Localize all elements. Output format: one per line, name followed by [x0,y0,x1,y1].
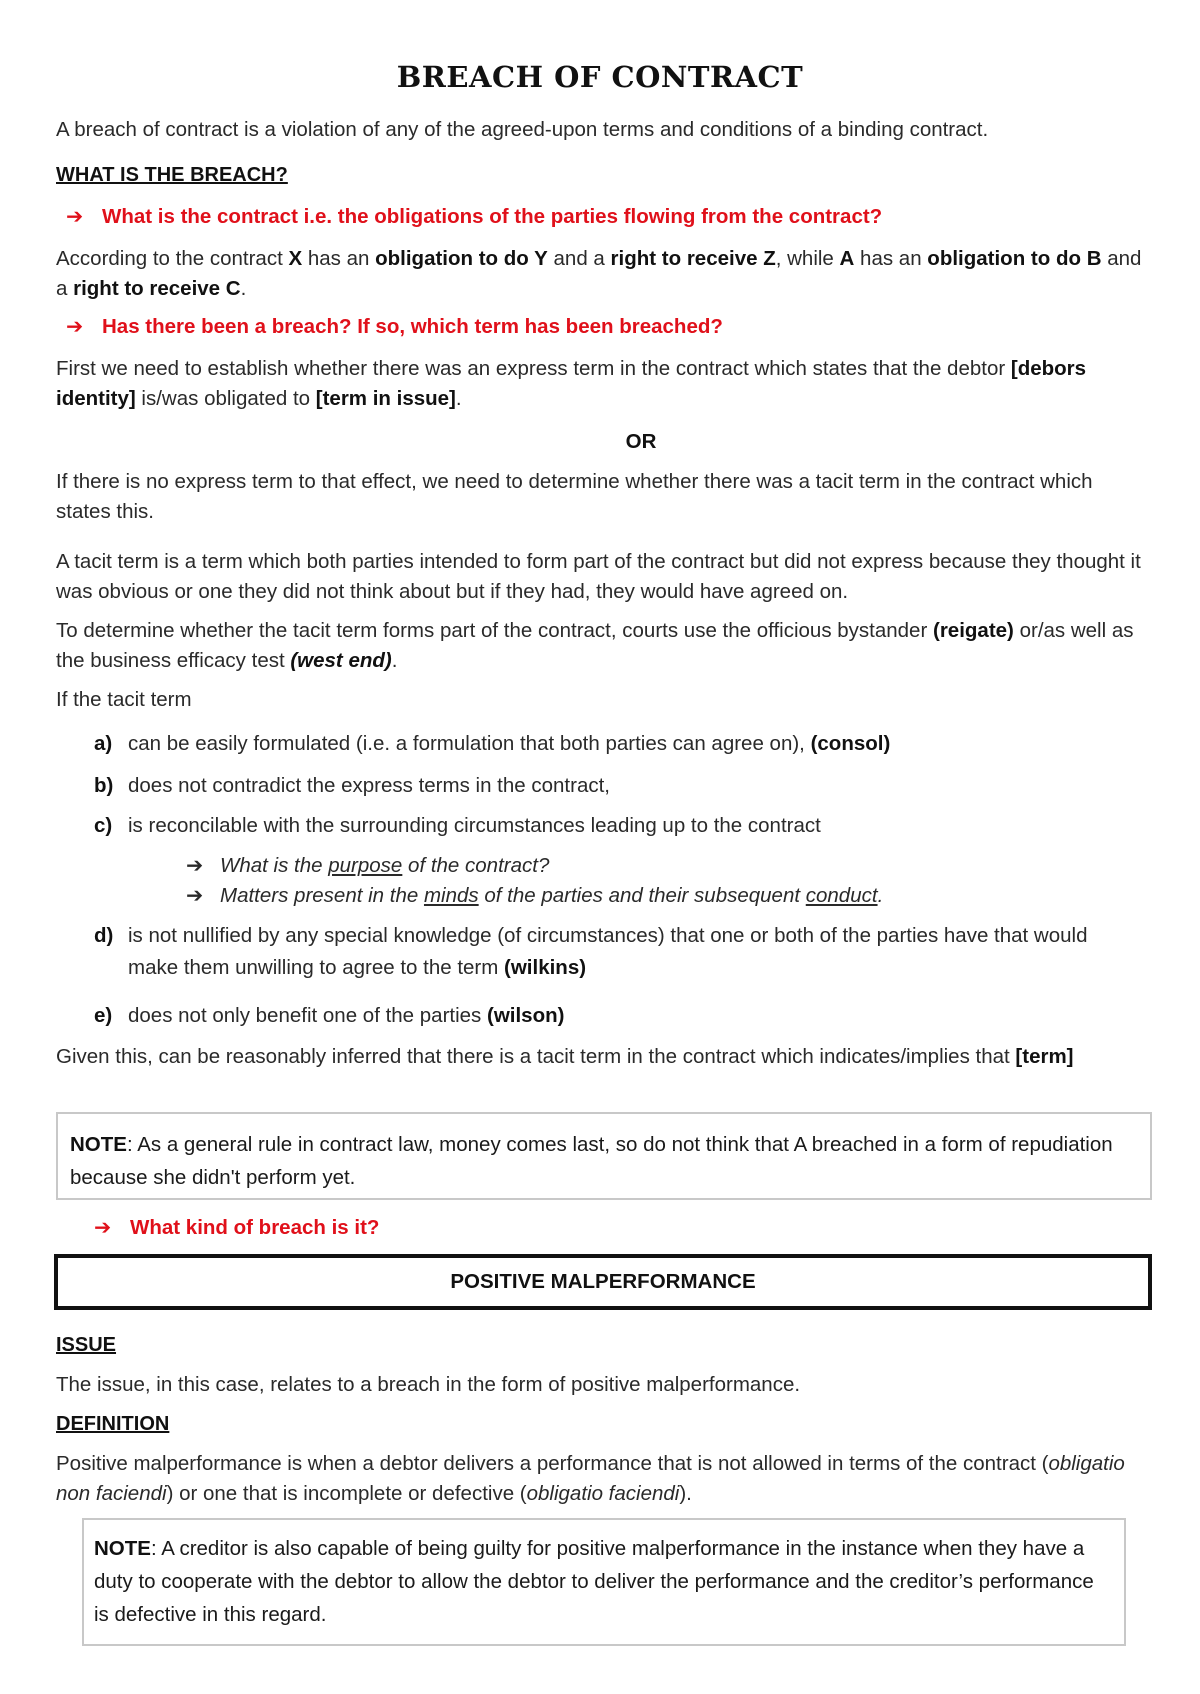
note-box-money: NOTE: As a general rule in contract law, money comes last, so do not think that A breached in a form of repudiation because she didn't perform yet. [56,1112,1152,1200]
arrow-icon: ➔ [66,205,84,228]
tacit-intro-paragraph: If there is no express term to that effect, we need to determine whether there was a tacit term in the contract which states this. [56,470,1093,523]
issue-text: The issue, in this case, relates to a breach in the form of positive malperformance. [56,1373,801,1396]
question-contract: ➔ What is the contract i.e. the obligations of the parties flowing from the contract? [66,203,882,231]
definition-paragraph: Positive malperformance is when a debtor delivers a performance that is not allowed in terms of the contract (obligatio non faciendi) or one that is incomplete or defective (obligatio faciendi). [56,1452,1125,1505]
express-term-paragraph: First we need to establish whether there was an express term in the contract which states that the debtor [debors identity] is/was obligated to [term in issue]. [56,357,1087,410]
or-label: OR [625,430,657,453]
arrow-icon: ➔ [186,854,204,877]
note-box-creditor: NOTE: A creditor is also capable of being guilty for positive malperformance in the instance when they have a duty to cooperate with the debtor to allow the debtor to deliver the performance and the creditor’s performance is defective in this regard. [82,1518,1126,1646]
list-item-a: a) can be easily formulated (i.e. a formulation that both parties can agree on), (consol) [94,732,891,755]
issue-heading: ISSUE [56,1334,117,1356]
if-tacit-term-text: If the tacit term [56,688,192,711]
arrow-icon: ➔ [186,884,204,907]
sub-item-minds: ➔ Matters present in the minds of the parties and their subsequent conduct. [186,882,883,910]
positive-malperformance-heading: POSITIVE MALPERFORMANCE [54,1254,1152,1310]
sub-item-purpose: ➔ What is the purpose of the contract? [186,852,549,880]
list-item-e: e) does not only benefit one of the parties (wilson) [94,1004,565,1027]
question-breach: ➔ Has there been a breach? If so, which term has been breached? [66,313,723,341]
given-this-paragraph: Given this, can be reasonably inferred that there is a tacit term in the contract which indicates/implies that [term] [56,1045,1074,1068]
what-is-breach-heading: WHAT IS THE BREACH? [56,164,288,186]
definition-heading: DEFINITION [56,1413,170,1435]
question-kind-of-breach: ➔ What kind of breach is it? [94,1214,379,1242]
tests-paragraph: To determine whether the tacit term forms part of the contract, courts use the officious bystander (reigate) or/as well as the business efficacy test (west end). [56,619,1134,672]
intro-paragraph: A breach of contract is a violation of any of the agreed-upon terms and conditions of a binding contract. [56,118,989,141]
contract-obligations-paragraph: According to the contract X has an obligation to do Y and a right to receive Z, while A has an obligation to do B and a right to receive C. [56,247,1142,300]
page-title: BREACH OF CONTRACT [396,60,804,94]
list-item-d: d) is not nullified by any special knowledge (of circumstances) that one or both of the parties have that would make them unwilling to agree to the term (wilkins) [94,924,1088,979]
list-item-b: b) does not contradict the express terms in the contract, [94,774,610,797]
arrow-icon: ➔ [66,315,84,338]
list-item-c: c) is reconcilable with the surrounding circumstances leading up to the contract [94,814,821,837]
tacit-definition-paragraph: A tacit term is a term which both parties intended to form part of the contract but did not express because they thought it was obvious or one they did not think about but if they had, they would have agreed on. [56,550,1141,603]
arrow-icon: ➔ [94,1216,112,1239]
